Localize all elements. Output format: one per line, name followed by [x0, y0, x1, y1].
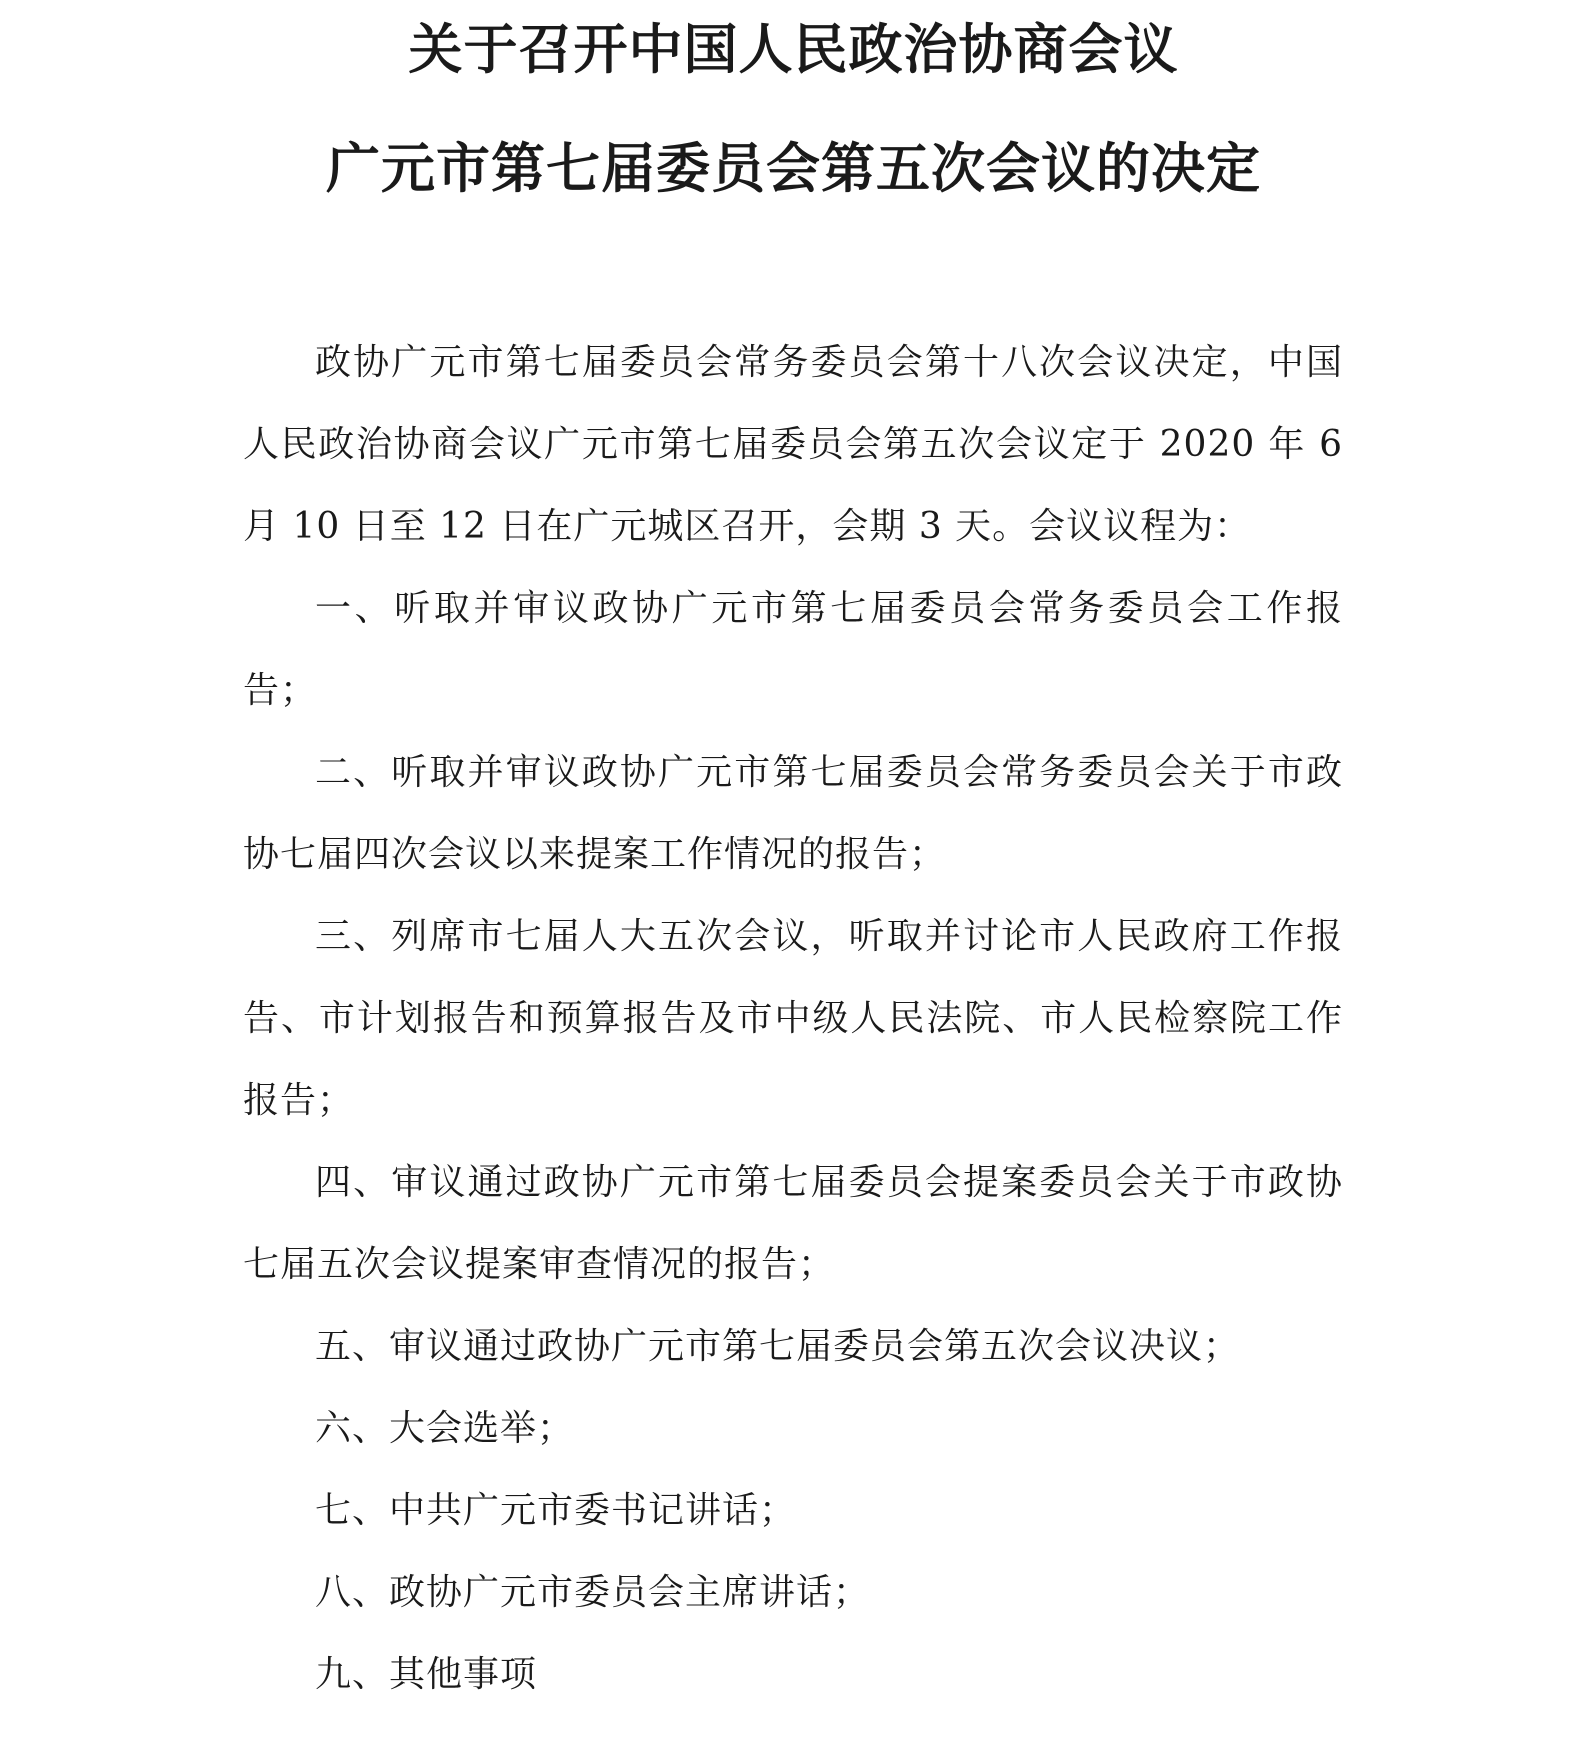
- agenda-item-9: 九、其他事项: [315, 1654, 538, 1695]
- document-body: [243, 322, 1343, 1716]
- intro-paragraph: 政协广元市第七届委员会常务委员会第十八次会议决定，中国人民政治协商会议广元市第七届委员会第五次会议定于 2020 年 6 月 10 日至 12 日在广元城区召开，会期 3 天。会议议程为：: [243, 342, 1343, 547]
- agenda-item-5: 五、审议通过政协广元市第七届委员会第五次会议决议；: [315, 1326, 1241, 1367]
- agenda-item-1: 一、听取并审议政协广元市第七届委员会常务委员会工作报告；: [243, 588, 1343, 711]
- document-title-line-1: 关于召开中国人民政治协商会议: [408, 17, 1179, 81]
- agenda-item-2: 二、听取并审议政协广元市第七届委员会常务委员会关于市政协七届四次会议以来提案工作情况的报告；: [243, 752, 1343, 875]
- agenda-item-3: 三、列席市七届人大五次会议，听取并讨论市人民政府工作报告、市计划报告和预算报告及市中级人民法院、市人民检察院工作报告；: [243, 916, 1343, 1121]
- document-title-line-2: 广元市第七届委员会第五次会议的决定: [326, 136, 1261, 200]
- agenda-item-4: 四、审议通过政协广元市第七届委员会提案委员会关于市政协七届五次会议提案审查情况的报告；: [243, 1162, 1343, 1285]
- agenda-item-8: 八、政协广元市委员会主席讲话；: [315, 1572, 871, 1613]
- agenda-item-7: 七、中共广元市委书记讲话；: [315, 1490, 797, 1531]
- agenda-item-6: 六、大会选举；: [315, 1408, 575, 1449]
